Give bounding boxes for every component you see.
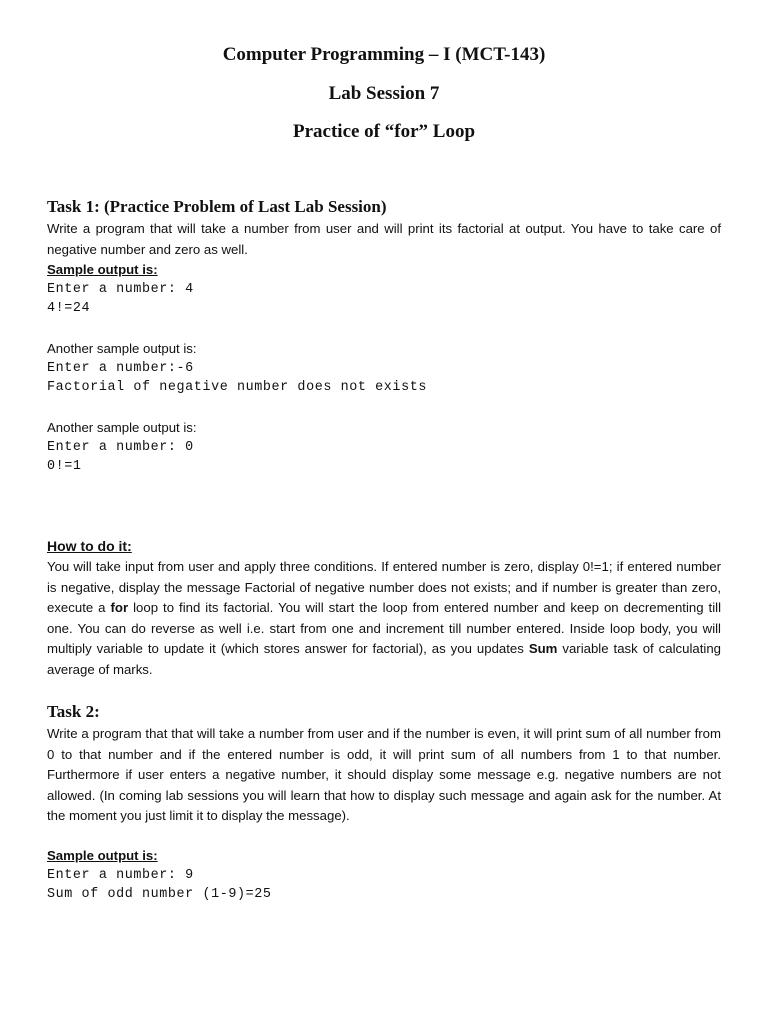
task1-sample3-line2: 0!=1 [47,459,82,474]
task1-sample2-line1: Enter a number:-6 [47,361,194,376]
task1-sample3-line1: Enter a number: 0 [47,440,194,455]
task2-sample-line1: Enter a number: 9 [47,868,194,883]
task1-sample1-line1: Enter a number: 4 [47,282,194,297]
task1-sample2-line2: Factorial of negative number does not exists [47,380,427,395]
task1-sample-label: Sample output is: [47,262,158,277]
task1-sample1-line2: 4!=24 [47,301,91,316]
howto-text-3: variable task of calculating average of marks. [47,641,721,677]
lab-session-title: Lab Session 7 [328,83,440,104]
task2-sample-line2: Sum of odd number (1-9)=25 [47,887,272,902]
task1-description: Write a program that will take a number from user and will print its factorial at output. You have to take care of negative number and zero as well. [47,221,721,257]
task1-another-label-1: Another sample output is: [47,341,197,356]
task2-heading: Task 2: [47,702,100,721]
course-title: Computer Programming – I (MCT-143) [222,44,546,65]
howto-paragraph [47,557,721,680]
task1-heading: Task 1: (Practice Problem of Last Lab Session) [47,197,387,216]
howto-keyword-for: for [110,600,129,615]
howto-text-2: loop to find its factorial. You will start the loop from entered number and keep on decrementing till one. You can do reverse as well i.e. start from one and increment till number entered. Inside loop body, you will multiply variable to update it (which stores answer for factorial), as you updates [47,600,721,656]
howto-text-1: You will take input from user and apply three conditions. If entered number is zero, display 0!=1; if entered number is negative, display the message Factorial of negative number does not exists; and if number is greater than zero, execute a [47,559,721,615]
howto-heading: How to do it: [47,538,132,554]
topic-title: Practice of “for” Loop [292,121,476,142]
task2-description: Write a program that that will take a number from user and if the number is even, it will print sum of all number from 0 to that number and if the entered number is odd, it will print sum of all numbers from 1 to that number. Furthermore if user enters a negative number, it should display some message e.g. negative numbers are not allowed. (In coming lab sessions you will learn that how to display such message and again ask for the number. At the moment you just limit it to display the message). [47,726,721,823]
howto-keyword-sum: Sum [528,641,558,656]
task1-another-label-2: Another sample output is: [47,420,197,435]
task2-sample-label: Sample output is: [47,848,158,863]
